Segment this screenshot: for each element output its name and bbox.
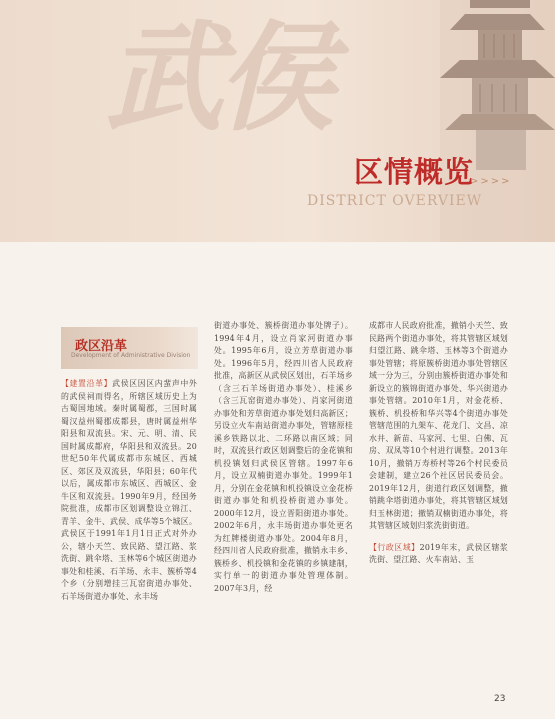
tag-admin-area: 【行政区域】	[369, 542, 420, 552]
calligraphy-decoration: 武侯	[105, 8, 330, 147]
page-subtitle-en: DISTRICT OVERVIEW	[307, 193, 483, 209]
title-arrows: >>>>	[470, 176, 512, 187]
paragraph-admin-area	[369, 542, 508, 567]
text-column-3	[369, 320, 508, 567]
paragraph-establishment	[61, 378, 197, 603]
section-header	[61, 327, 198, 369]
text-column-1	[61, 378, 197, 603]
paragraph-continued: 街道办事处、簇桥街道办事处牌子）。1994年4月，设立肖家河街道办事处。1995年6月，设立芳草街道办事处。1996年5月，经四川省人民政府批准，高新区从武侯区划出，石羊场乡（含三石羊场街道办事处）、桂溪乡（含三瓦窑街道办事处）、肖家河街道办事处和芳草街道办事处划归高新区；另设立火车南站街道办事处，管辖原桂溪乡铁路以北、二环路以南区域；同时，双流县行政区划调整后的金花镇和机投镇划归武侯区管辖。1997年6月，设立双楠街道办事处。1999年1月，分别在金花镇和机投镇设立金花桥街道办事处和机投桥街道办事处。2000年12月，设立晋阳街道办事处。2002年6月，永丰场街道办事处更名为红牌楼街道办事处。2004年8月，经四川省人民政府批准，撤销永丰乡、簇桥乡、机投镇和金花镇的乡镇建制，实行单一的街道办事处管理体制。2007年3月，经	[214, 321, 353, 593]
tag-establishment: 【建置沿革】	[61, 379, 113, 388]
paragraph-text: 武侯区因区内蜚声中外的武侯祠而得名，所辖区域历史上为古蜀国地域。秦时属蜀郡，三国时属蜀汉益州蜀郡成都县，唐时属益州华阳县和双流县。宋、元、明、清、民国时属成都府，华阳县和双流县。20世纪50年代属成都市东城区、西城区、郊区及双流县，华阳县；60年代以后，属成都市东城区、西城区、金牛区和双流县。1990年9月，经国务院批准，成都市区划调整设立锦江、青羊、金牛、武侯、成华等5个城区。武侯区于1991年1月1日正式对外办公，辖小天竺、致民路、望江路、浆洗街、跳伞塔、玉林等6个城区街道办事处和桂溪、石羊场、永丰、簇桥等4个乡（分别增挂三瓦窑街道办事处、石羊场街道办事处、永丰场	[61, 379, 197, 601]
section-title-en: Development of Administrative Division	[71, 352, 191, 359]
header-banner	[0, 0, 555, 242]
section-title: 政区沿革	[75, 339, 128, 354]
page-title: 区情概览	[354, 155, 475, 189]
page-number: 23	[494, 694, 506, 704]
text-column-2	[214, 320, 353, 595]
paragraph-text: 2019年末，武侯区辖浆洗街、望江路、火车南站、玉	[369, 542, 508, 564]
paragraph-continued: 成都市人民政府批准，撤销小天竺、致民路两个街道办事处，将其管辖区域划归望江路、跳伞塔、玉林等3个街道办事处管辖；将原簇桥街道办事处管辖区域一分为三，分别由簇桥街道办事处和新设立的簇锦街道办事处、华兴街道办事处管辖。2010年1月，对金花桥、簇桥、机投桥和华兴等4个街道办事处管辖范围的九架车、花龙门、文昌、凉水井、新苗、马家河、七里、白佛、瓦房、双凤等10个村进行调整。2013年10月，撤销万寿桥村等26个村民委员会建制，建立26个社区居民委员会。2019年12月，街道行政区划调整，撤销跳伞塔街道办事处，将其管辖区域划归玉林街道；撤销双楠街道办事处，将其管辖区域划归浆洗街街道。	[369, 321, 508, 530]
